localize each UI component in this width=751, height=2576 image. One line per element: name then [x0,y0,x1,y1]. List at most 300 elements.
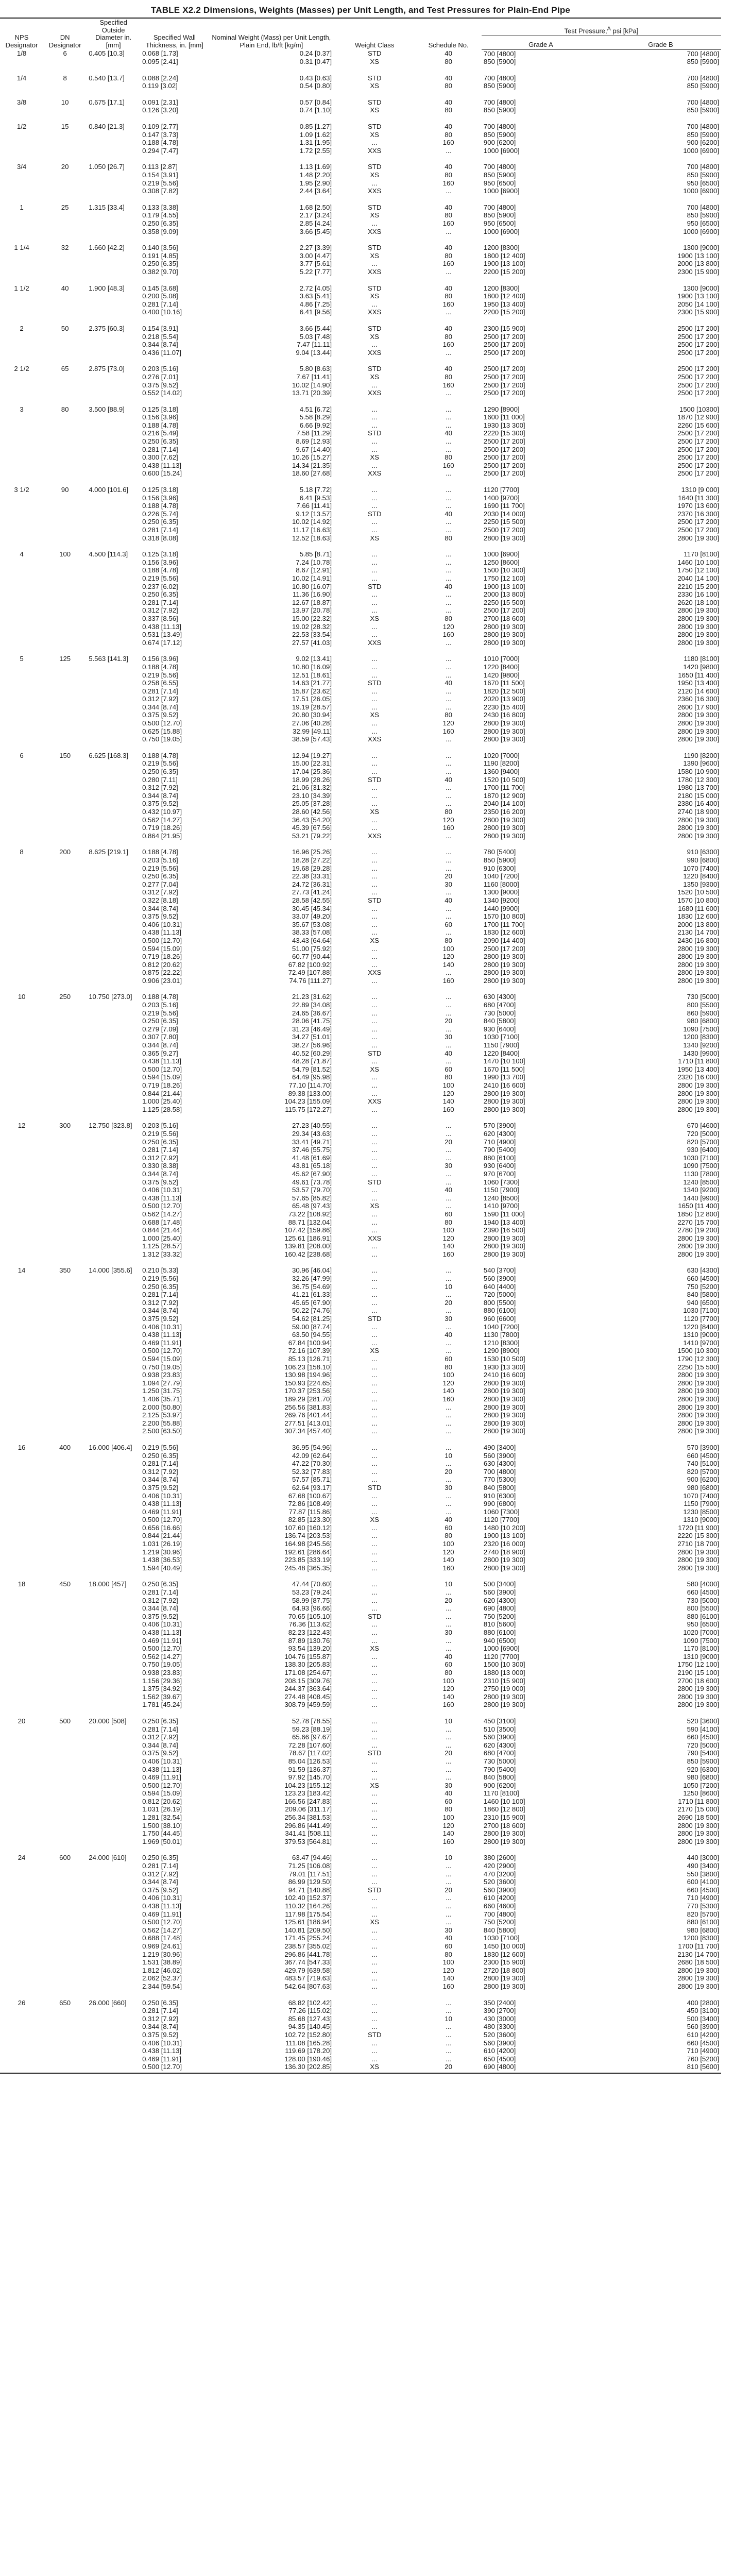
table-row [0,1500,721,1508]
cell-od [87,341,140,349]
table-row [0,1492,721,1500]
cell-schedule: 160 [442,260,454,268]
cell-wall-thickness: 0.312 [7.92] [142,1733,178,1741]
cell-dn [43,1822,87,1830]
cell-nps [0,1146,43,1154]
cell-mass: 51.00 [75.92] [292,944,332,953]
cell-dn [43,2039,87,2047]
table-row [0,1814,721,1822]
cell-grade-a: 1470 [10 100] [483,1057,525,1065]
cell-schedule: 30 [445,1033,452,1041]
cell-grade-a: 2750 [19 000] [483,1685,525,1693]
cell-od [87,1347,140,1355]
cell-schedule: ... [446,1507,452,1516]
cell-nps [0,1275,43,1283]
table-row [0,1789,721,1798]
cell-nps [0,526,43,534]
table-row [0,1371,721,1379]
cell-grade-a: 1940 [13 400] [483,1218,525,1226]
cell-weight-class: ... [371,1467,378,1476]
cell-od [87,300,140,309]
table-row [0,945,721,953]
cell-mass: 67.68 [100.67] [288,1492,332,1500]
cell-grade-a: 840 [5800] [483,1017,516,1025]
cell-grade-a: 1800 [12 400] [483,292,525,300]
cell-schedule: 80 [445,171,452,179]
cell-schedule: 40 [445,1934,452,1942]
cell-grade-a: 2390 [16 500] [483,1226,525,1234]
cell-grade-b: 580 [4000] [687,1580,719,1588]
cell-od [87,1355,140,1363]
cell-dn [43,961,87,969]
cell-weight-class: XXS [367,735,382,743]
cell-wall-thickness: 0.358 [9.09] [142,227,178,235]
cell-schedule: ... [446,1910,452,1918]
cell-weight-class: XS [370,453,379,462]
cell-od [87,1476,140,1484]
cell-grade-b: 400 [2800] [687,1998,719,2007]
cell-wall-thickness: 0.312 [7.92] [142,1870,178,1878]
table-row [0,816,721,824]
cell-od [87,1773,140,1782]
table-row [0,1677,721,1685]
cell-schedule: 40 [445,365,452,373]
cell-nps [0,888,43,896]
cell-grade-b: 1830 [12 600] [677,912,719,921]
cell-od [87,1757,140,1766]
cell-grade-a: 1340 [9200] [483,896,520,904]
cell-wall-thickness: 0.688 [17.48] [142,1218,182,1226]
cell-od [87,1974,140,1982]
cell-mass: 27.23 [40.55] [292,1122,332,1130]
cell-grade-b: 2800 [19 300] [677,606,719,615]
cell-grade-a: 1290 [8900] [483,1347,520,1355]
cell-schedule: 160 [442,179,454,187]
cell-nps [0,1138,43,1146]
cell-schedule: 40 [445,1652,452,1660]
cell-wall-thickness: 0.375 [9.52] [142,1749,178,1757]
cell-wall-thickness: 0.219 [5.56] [142,574,178,582]
cell-dn [43,1805,87,1814]
cell-dn: 32 [61,244,69,252]
cell-weight-class: ... [371,1958,378,1967]
cell-grade-b: 2800 [19 300] [677,1821,719,1829]
table-row [0,542,721,558]
cell-weight-class: ... [371,2047,378,2055]
cell-wall-thickness: 0.438 [11.13] [142,1629,182,1636]
cell-nps [0,1484,43,1492]
cell-grade-a: 2220 [15 300] [483,429,525,437]
cell-weight-class: STD [367,775,382,784]
cell-nps [0,333,43,341]
cell-grade-b: 660 [4500] [687,1275,719,1283]
cell-weight-class: ... [371,486,378,494]
cell-grade-b: 2800 [19 300] [677,1371,719,1379]
cell-grade-a: 1590 [11 000] [483,1210,525,1218]
cell-nps [0,1468,43,1476]
cell-nps [0,574,43,583]
cell-grade-a: 700 [4800] [483,163,516,171]
header-test-pressure-sup: A [607,25,611,32]
cell-schedule: 160 [442,1395,454,1403]
cell-wall-thickness: 0.219 [5.56] [142,759,178,768]
cell-nps [0,1194,43,1202]
cell-grade-b: 2500 [17 200] [677,324,719,332]
cell-grade-a: 560 [3900] [483,1275,516,1283]
cell-grade-a: 1860 [12 800] [483,1805,525,1814]
cell-wall-thickness: 0.500 [12.70] [142,1516,182,1524]
cell-weight-class: ... [371,606,378,615]
cell-wall-thickness: 0.469 [11.91] [142,1636,182,1645]
cell-grade-b: 2500 [17 200] [677,518,719,526]
cell-weight-class: ... [371,1387,378,1395]
cell-wall-thickness: 0.375 [9.52] [142,800,178,808]
cell-wall-thickness: 1.406 [35.71] [142,1395,182,1403]
cell-wall-thickness: 0.095 [2.41] [142,58,178,66]
cell-nps: 1 1/2 [14,284,29,292]
cell-grade-b: 1650 [11 400] [678,1202,719,1210]
cell-nps [0,880,43,889]
cell-grade-a: 850 [5900] [483,58,516,66]
cell-mass: 18.99 [28.26] [292,775,332,784]
cell-grade-b: 2380 [16 400] [677,800,719,808]
cell-grade-b: 2130 [14 700] [677,1950,719,1958]
table-row [0,1460,721,1468]
cell-mass: 72.16 [107.39] [288,1347,332,1355]
cell-schedule: ... [446,1645,452,1653]
cell-weight-class: ... [371,1532,378,1540]
cell-nps [0,703,43,711]
cell-nps [0,1942,43,1951]
cell-weight-class: ... [371,631,378,639]
cell-nps [0,462,43,470]
cell-mass: 87.89 [130.76] [288,1636,332,1645]
cell-dn: 450 [59,1580,71,1588]
cell-od [87,1250,140,1259]
cell-mass: 15.87 [23.62] [292,687,332,695]
cell-grade-b: 1950 [13 400] [677,679,719,687]
cell-nps [0,1476,43,1484]
cell-dn [43,953,87,961]
cell-mass: 7.24 [10.78] [296,558,332,566]
table-row [0,1613,721,1621]
cell-od [87,1411,140,1419]
cell-nps [0,389,43,397]
cell-mass: 63.50 [94.55] [292,1331,332,1339]
cell-wall-thickness: 0.219 [5.56] [142,1009,178,1017]
cell-dn [43,1782,87,1790]
cell-schedule: 10 [445,1282,452,1291]
cell-od [87,928,140,937]
cell-dn [43,865,87,873]
cell-grade-b: 850 [5900] [687,58,719,66]
cell-dn [43,1918,87,1926]
table-row [0,1982,721,1991]
cell-grade-a: 2030 [14 000] [483,510,525,518]
cell-nps [0,671,43,680]
table-row [0,155,721,171]
cell-dn [43,711,87,719]
cell-schedule: ... [446,1122,452,1130]
table-row [0,1838,721,1846]
cell-grade-b: 1680 [11 600] [678,904,719,912]
cell-weight-class: ... [371,437,378,446]
cell-wall-thickness: 0.337 [8.56] [142,614,178,622]
cell-od [87,759,140,768]
cell-wall-thickness: 0.216 [5.49] [142,429,178,437]
cell-grade-a: 560 [3900] [483,2039,516,2047]
cell-schedule: 80 [445,58,452,66]
cell-mass: 17.04 [25.36] [292,768,332,776]
cell-schedule: ... [446,1588,452,1597]
cell-od [87,1218,140,1227]
cell-grade-a: 390 [2700] [483,2007,516,2015]
cell-grade-b: 1130 [7800] [684,1170,719,1178]
cell-grade-a: 1220 [8400] [483,663,520,671]
cell-grade-b: 2250 [15 500] [677,1363,719,1371]
cell-weight-class: ... [371,1604,378,1613]
cell-schedule: ... [446,1001,452,1009]
cell-schedule: ... [446,856,452,864]
cell-schedule: 80 [445,808,452,816]
cell-grade-b: 2300 [15 900] [677,308,719,316]
cell-weight-class: ... [371,1540,378,1548]
cell-grade-b: 1500 [10300] [679,405,719,413]
cell-wall-thickness: 0.969 [24.61] [142,1942,182,1950]
cell-od [87,534,140,543]
cell-nps [0,824,43,832]
cell-mass: 130.98 [194.96] [284,1371,332,1379]
cell-nps [0,2055,43,2063]
cell-nps [0,1516,43,1524]
table-row [0,316,721,333]
cell-grade-b: 1710 [11 800] [678,1797,719,1805]
cell-weight-class: ... [371,655,378,663]
cell-od: 14.000 [355.6] [89,1266,132,1275]
cell-grade-b: 980 [6800] [687,1773,719,1782]
cell-grade-a: 2800 [19 300] [483,1403,525,1411]
cell-schedule: 160 [442,1564,454,1572]
cell-od [87,1379,140,1387]
cell-dn [43,1773,87,1782]
cell-grade-b: 2360 [16 300] [677,695,719,703]
pipe-spec-table [0,18,721,2074]
cell-schedule: ... [446,1025,452,1033]
cell-od [87,1926,140,1935]
cell-od [87,1967,140,1975]
cell-od [87,1814,140,1822]
cell-grade-a: 1500 [10 300] [483,1660,525,1669]
cell-weight-class: XS [370,711,379,719]
cell-schedule: ... [446,832,452,840]
cell-schedule: ... [446,1178,452,1186]
cell-wall-thickness: 0.938 [23.83] [142,1371,182,1379]
cell-od: 18.000 [457] [89,1580,127,1588]
table-row [0,1685,721,1693]
cell-nps [0,292,43,300]
cell-od [87,1870,140,1878]
cell-dn [43,606,87,615]
cell-nps: 5 [20,655,24,663]
cell-grade-a: 2800 [19 300] [483,1419,525,1427]
cell-wall-thickness: 0.250 [6.35] [142,768,178,776]
cell-wall-thickness: 0.281 [7.14] [142,1460,178,1468]
cell-grade-a: 750 [5200] [483,1612,516,1620]
cell-mass: 21.06 [31.32] [292,784,332,792]
cell-grade-b: 1570 [10 800] [677,896,719,904]
cell-dn [43,1218,87,1227]
cell-grade-a: 610 [4200] [483,2047,516,2055]
cell-mass: 27.06 [40.28] [292,719,332,727]
header-test-pressure-label: Test Pressure, [564,27,607,35]
cell-schedule: ... [446,1202,452,1210]
cell-od [87,1597,140,1605]
cell-dn [43,1130,87,1138]
cell-grade-a: 910 [6300] [483,864,516,872]
cell-dn [43,1829,87,1838]
cell-weight-class: ... [371,1138,378,1146]
cell-od [87,1210,140,1218]
cell-mass: 25.05 [37.28] [292,800,332,808]
table-row [0,1540,721,1548]
cell-mass: 5.18 [7.72] [299,486,332,494]
cell-dn [43,187,87,195]
cell-mass: 10.80 [16.07] [292,582,332,590]
cell-schedule: ... [446,590,452,599]
cell-od [87,921,140,929]
table-row [0,82,721,90]
cell-nps [0,1669,43,1677]
cell-wall-thickness: 0.210 [5.33] [142,1266,178,1275]
cell-schedule: ... [446,1443,452,1451]
cell-dn [43,679,87,687]
cell-wall-thickness: 0.531 [13.49] [142,631,182,639]
cell-schedule: ... [446,1604,452,1613]
cell-nps [0,1001,43,1009]
table-row [0,1725,721,1734]
cell-nps [0,131,43,139]
table-title: TABLE X2.2 Dimensions, Weights (Masses) per Unit Length, and Test Pressures for Plain-End Pipe [150,5,571,15]
cell-grade-b: 2040 [14 100] [677,574,719,582]
table-row [0,695,721,703]
cell-grade-b: 1640 [11 300] [678,494,719,502]
cell-wall-thickness: 0.219 [5.56] [142,1275,178,1283]
cell-grade-a: 560 [3900] [483,1733,516,1741]
cell-wall-thickness: 0.125 [3.18] [142,486,178,494]
cell-grade-a: 1670 [11 500] [483,679,525,687]
table-row [0,969,721,977]
table-row [0,921,721,929]
cell-grade-b: 2800 [19 300] [677,735,719,743]
cell-dn [43,1540,87,1548]
cell-grade-a: 640 [4400] [483,1282,516,1291]
cell-dn [43,1081,87,1090]
cell-schedule: ... [446,1757,452,1765]
cell-schedule: ... [446,558,452,566]
cell-grade-b: 2500 [17 200] [677,453,719,462]
cell-weight-class: ... [371,1089,378,1097]
cell-dn [43,1878,87,1886]
cell-grade-a: 2500 [17 200] [483,445,525,453]
cell-od [87,446,140,454]
cell-wall-thickness: 0.281 [7.14] [142,445,178,453]
cell-dn [43,1146,87,1154]
cell-nps [0,1613,43,1621]
cell-wall-thickness: 0.562 [14.27] [142,1926,182,1934]
cell-grade-b: 1190 [8200] [684,751,719,759]
cell-grade-b: 2800 [19 300] [677,1097,719,1106]
cell-mass: 9.02 [13.41] [296,655,332,663]
cell-dn [43,888,87,896]
cell-mass: 38.33 [57.08] [292,928,332,937]
cell-wall-thickness: 0.344 [8.74] [142,1476,178,1484]
cell-schedule: 20 [445,1298,452,1307]
cell-wall-thickness: 0.140 [3.56] [142,244,178,252]
table-row [0,1283,721,1291]
cell-od [87,228,140,236]
cell-mass: 64.49 [95.98] [292,1073,332,1081]
cell-schedule: 160 [442,631,454,639]
cell-mass: 15.00 [22.32] [292,614,332,622]
cell-dn: 8 [63,74,67,82]
cell-grade-a: 620 [4300] [483,1129,516,1138]
cell-wall-thickness: 1.812 [46.02] [142,1966,182,1974]
cell-dn [43,1532,87,1540]
cell-schedule: 30 [445,1926,452,1934]
table-row [0,1395,721,1403]
cell-schedule: ... [446,993,452,1001]
cell-schedule: 80 [445,1532,452,1540]
cell-nps: 3/8 [16,98,27,106]
table-row [0,1202,721,1210]
table-row [0,462,721,470]
cell-grade-a: 2410 [16 600] [483,1081,525,1089]
cell-wall-thickness: 0.406 [10.31] [142,1757,182,1765]
cell-grade-a: 470 [3200] [483,1870,516,1878]
cell-grade-a: 610 [4200] [483,1894,516,1902]
cell-grade-b: 1030 [7100] [683,1154,719,1162]
cell-mass: 19.19 [28.57] [292,703,332,711]
cell-mass: 22.38 [33.31] [292,872,332,880]
table-row [0,341,721,349]
cell-wall-thickness: 0.406 [10.31] [142,1620,182,1629]
cell-weight-class: ... [371,1242,378,1250]
cell-weight-class: STD [367,679,382,687]
cell-od: 4.000 [101.6] [89,486,129,494]
cell-grade-a: 1830 [12 600] [483,1950,525,1958]
cell-od [87,1862,140,1870]
cell-schedule: 80 [445,251,452,260]
cell-schedule: 80 [445,332,452,341]
cell-weight-class: ... [371,1170,378,1178]
cell-grade-a: 420 [2900] [483,1862,516,1870]
cell-grade-a: 1690 [11 700] [483,502,525,510]
cell-dn [43,1025,87,1033]
table-row [0,583,721,591]
cell-wall-thickness: 0.938 [23.83] [142,1668,182,1676]
table-row [0,1508,721,1516]
cell-grade-b: 2800 [19 300] [677,622,719,631]
cell-grade-a: 2410 [16 600] [483,1371,525,1379]
table-row [0,2055,721,2063]
cell-weight-class: ... [371,703,378,711]
cell-grade-b: 660 [4500] [687,1733,719,1741]
cell-mass: 19.02 [28.32] [292,622,332,631]
table-row [0,671,721,680]
cell-nps [0,1347,43,1355]
cell-mass: 3.77 [5.61] [299,260,332,268]
table-row [0,2031,721,2039]
